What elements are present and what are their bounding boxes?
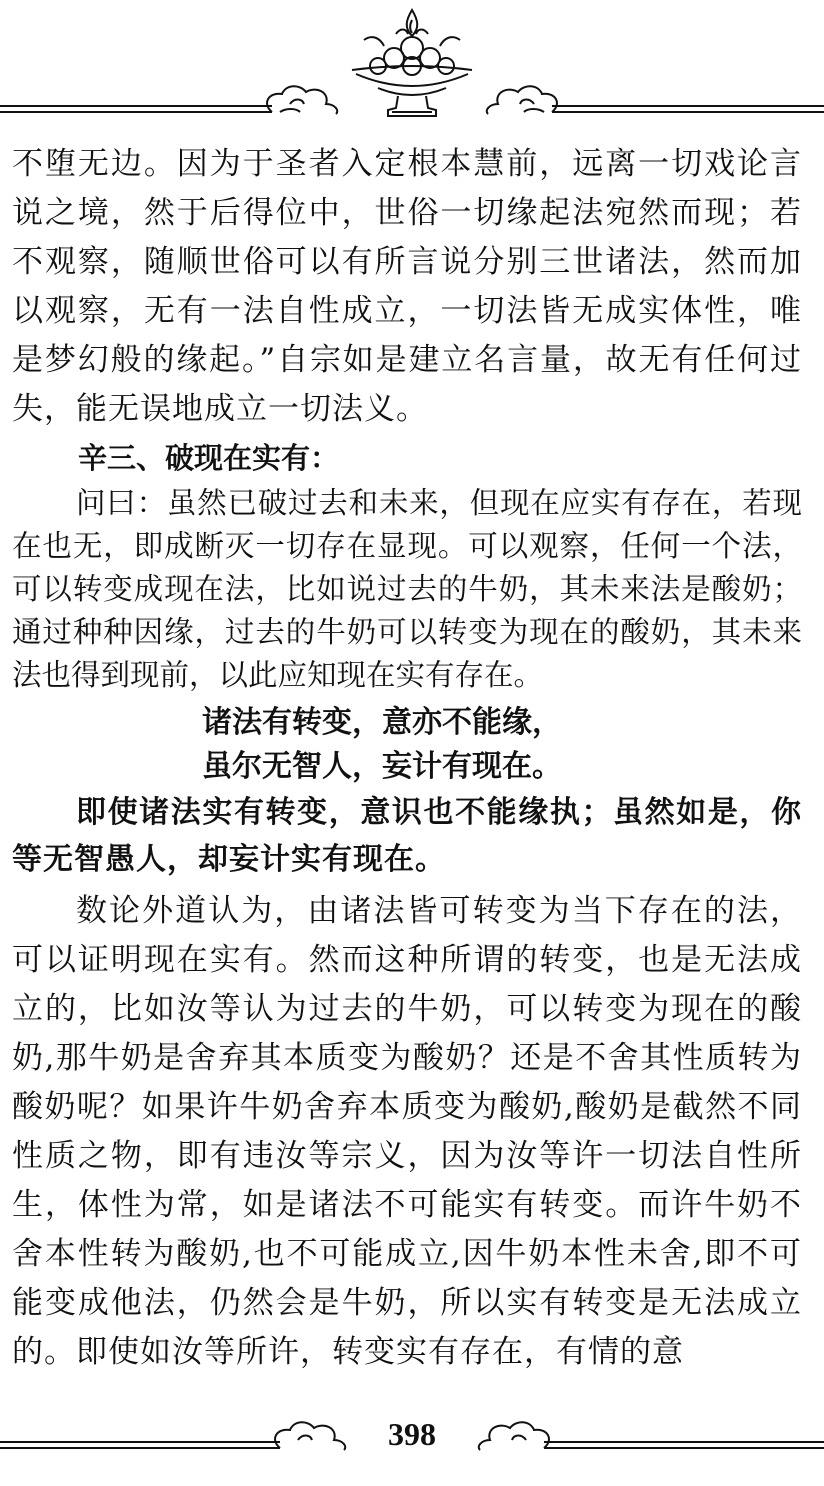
section-heading: 辛三、破现在实有： — [78, 441, 340, 475]
page-content — [12, 140, 802, 1377]
verse-line-2: 虽尔无智人，妄计有现在。 — [202, 749, 562, 784]
question-paragraph: 问曰：虽然已破过去和未来，但现在应实有存在，若现在也无，即成断灭一切存在显现。可以观察，任何一个法，可以转变成现在法，比如说过去的牛奶，其未来法是酸奶；通过种种因缘，过去的牛奶可以转变为现在的酸奶，其未来法也得到现前，以此应知现在实有存在。 — [12, 486, 802, 692]
header-ornament — [0, 0, 824, 130]
verse-line-1: 诸法有转变，意亦不能缘， — [202, 705, 562, 740]
explanation-paragraph: 数论外道认为，由诸法皆可转变为当下存在的法，可以证明现在实有。然而这种所谓的转变，也是无法成立的，比如汝等认为过去的牛奶，可以转变为现在的酸奶,那牛奶是舍弃其本质变为酸奶？还是不舍其性质转为酸奶呢？如果许牛奶舍弃本质变为酸奶,酸奶是截然不同性质之物，即有违汝等宗义，因为汝等许一切法自性所生，体性为常，如是诸法不可能实有转变。而许牛奶不舍本性转为酸奶,也不可能成立,因牛奶本性未舍,即不可能变成他法，仍然会是牛奶，所以实有转变是无法成立的。即使如汝等所许，转变实有存在，有情的意 — [12, 893, 802, 1370]
body-paragraph-continued: 不堕无边。因为于圣者入定根本慧前，远离一切戏论言说之境，然于后得位中，世俗一切缘起法宛然而现；若不观察，随顺世俗可以有所言说分别三世诸法，然而加以观察，无有一法自性成立，一切法皆无成实体性，唯是梦幻般的缘起。”自宗如是建立名言量，故无有任何过失，能无误地成立一切法义。 — [12, 146, 802, 427]
verse-commentary: 即使诸法实有转变，意识也不能缘执；虽然如是，你等无智愚人，却妄计实有现在。 — [12, 795, 802, 877]
page-number: 398 — [388, 1416, 436, 1452]
